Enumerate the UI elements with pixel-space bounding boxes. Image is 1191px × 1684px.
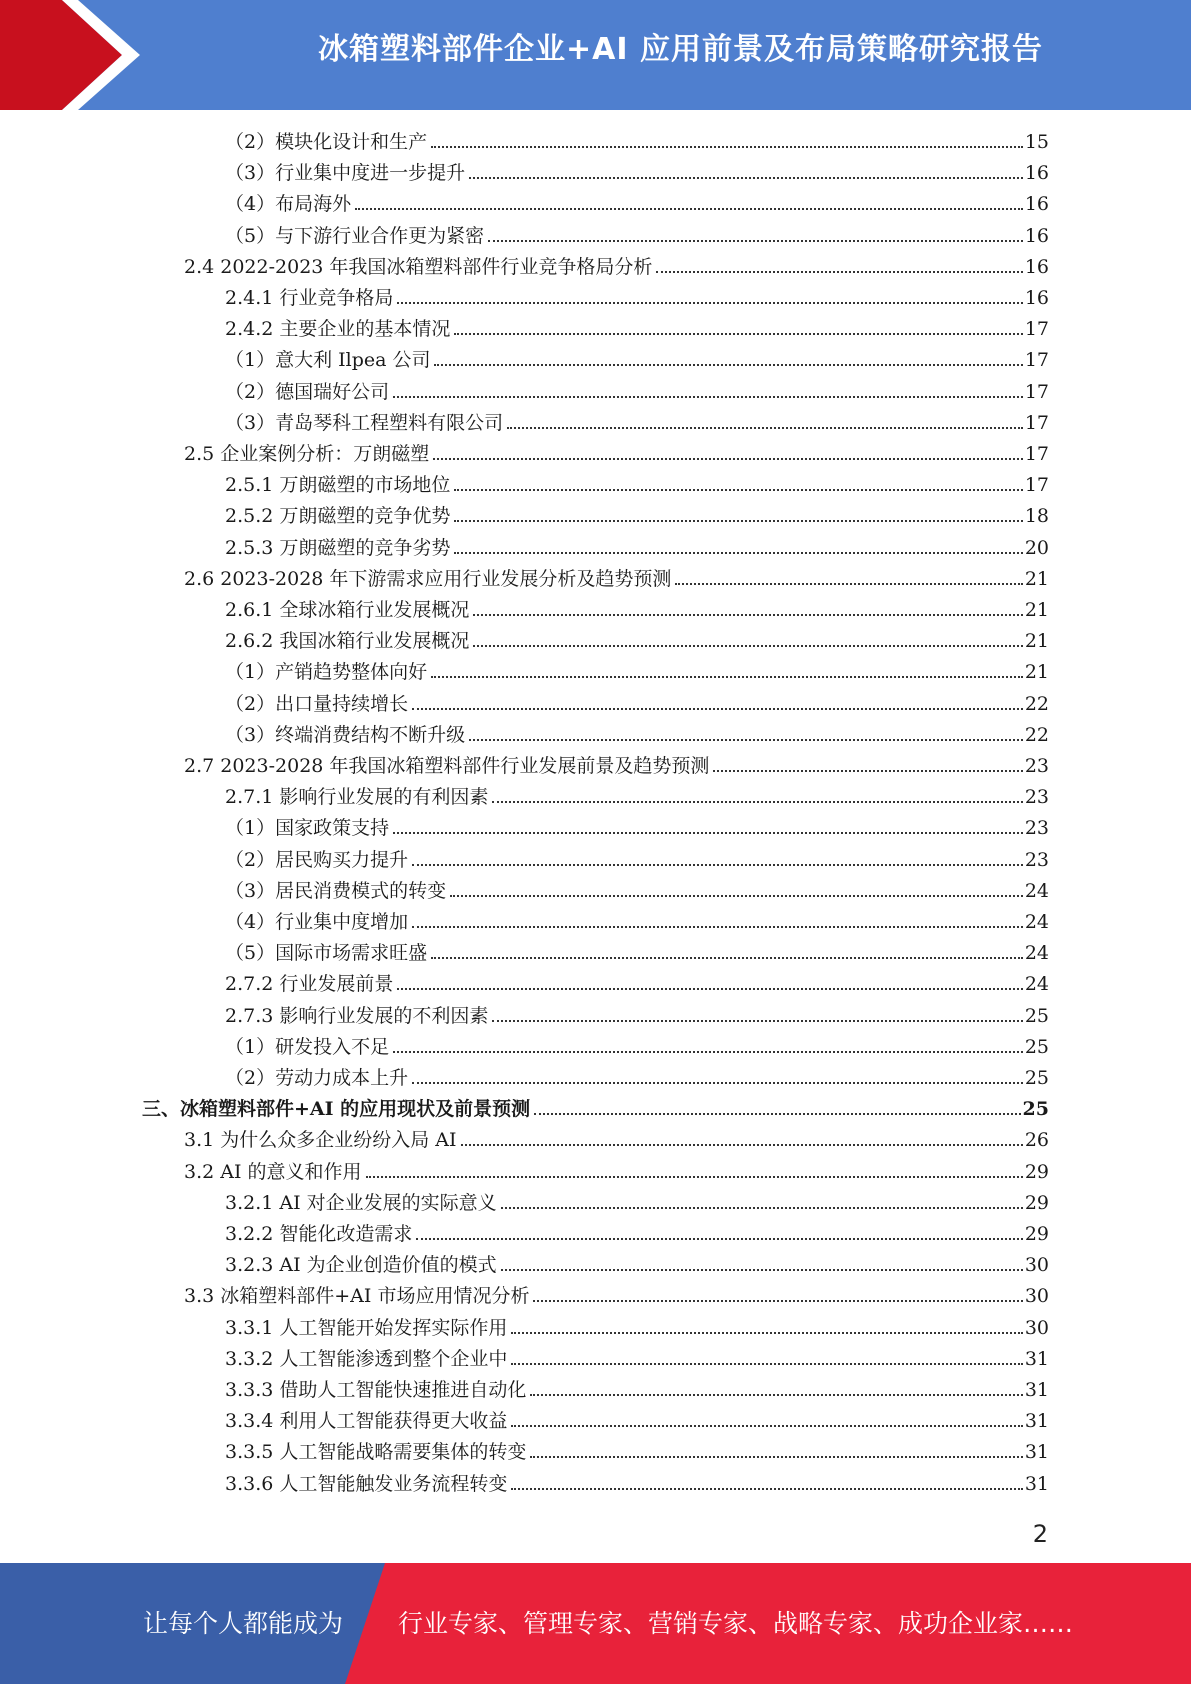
toc-entry-page: 29 <box>1024 1223 1049 1245</box>
toc-entry-label: （3）青岛琴科工程塑料有限公司 <box>225 411 504 434</box>
toc-entry-page: 25 <box>1024 1004 1049 1027</box>
toc-entry[interactable] <box>225 1376 1049 1404</box>
toc-entry-label: （5）国际市场需求旺盛 <box>225 942 428 965</box>
toc-entry[interactable] <box>225 471 1049 499</box>
toc-entry-page: 31 <box>1024 1410 1049 1433</box>
toc-entry-page: 16 <box>1024 162 1049 185</box>
toc-entry-label: 3.3.2 人工智能渗透到整个企业中 <box>225 1347 508 1370</box>
toc-entry-label: （1）研发投入不足 <box>225 1035 390 1058</box>
toc-entry[interactable] <box>184 253 1049 281</box>
toc-dot-leader <box>534 1113 1020 1115</box>
toc-entry-label: 3.3 冰箱塑料部件+AI 市场应用情况分析 <box>184 1285 530 1308</box>
toc-entry[interactable] <box>225 846 1049 874</box>
toc-entry[interactable] <box>184 752 1049 780</box>
toc-entry-page: 24 <box>1024 911 1049 933</box>
toc-entry[interactable] <box>225 534 1049 562</box>
toc-dot-leader <box>434 364 1022 366</box>
toc-entry-page: 25 <box>1024 1067 1049 1089</box>
toc-entry-page: 15 <box>1024 131 1049 153</box>
toc-entry-page: 20 <box>1024 536 1049 559</box>
toc-entry[interactable] <box>225 814 1049 842</box>
toc-entry[interactable] <box>225 1314 1049 1342</box>
toc-dot-leader <box>501 1207 1023 1209</box>
toc-dot-leader <box>454 520 1022 522</box>
toc-dot-leader <box>469 177 1023 179</box>
toc-entry[interactable] <box>225 721 1049 749</box>
toc-entry-label: （5）与下游行业合作更为紧密 <box>225 224 485 247</box>
toc-entry-label: （2）德国瑞好公司 <box>225 380 390 403</box>
toc-entry-page: 24 <box>1024 973 1049 996</box>
toc-entry-label: 2.6 2023-2028 年下游需求应用行业发展分析及趋势预测 <box>184 567 672 590</box>
toc-dot-leader <box>412 926 1023 928</box>
toc-entry-label: （1）产销趋势整体向好 <box>225 661 428 684</box>
toc-entry-label: 3.3.4 利用人工智能获得更大收益 <box>225 1410 508 1433</box>
toc-entry[interactable] <box>225 1064 1049 1092</box>
toc-entry[interactable] <box>225 190 1049 218</box>
toc-dot-leader <box>511 1425 1022 1427</box>
toc-entry-label: 3.3.5 人工智能战略需要集体的转变 <box>225 1441 527 1464</box>
toc-entry[interactable] <box>225 409 1049 437</box>
toc-dot-leader <box>473 614 1022 616</box>
toc-entry-page: 30 <box>1024 1254 1049 1277</box>
toc-entry-label: 3.1 为什么众多企业纷纷入局 AI <box>184 1129 457 1152</box>
toc-dot-leader <box>469 739 1023 741</box>
page-number: 2 <box>1032 1520 1048 1548</box>
toc-entry-label: （2）居民购买力提升 <box>225 848 409 871</box>
toc-entry-label: 3.3.3 借助人工智能快速推进自动化 <box>225 1379 527 1401</box>
toc-entry-page: 26 <box>1024 1129 1049 1152</box>
toc-entry-label: 2.4 2022-2023 年我国冰箱塑料部件行业竞争格局分析 <box>184 255 653 278</box>
toc-entry[interactable] <box>225 315 1049 343</box>
toc-entry[interactable] <box>225 596 1049 624</box>
toc-entry[interactable] <box>184 440 1049 468</box>
toc-entry-label: （4）行业集中度增加 <box>225 911 409 933</box>
toc-entry-label: 3.3.6 人工智能触发业务流程转变 <box>225 1472 508 1495</box>
toc-entry[interactable] <box>225 1438 1049 1466</box>
toc-entry-page: 17 <box>1024 349 1049 372</box>
toc-entry[interactable] <box>225 1033 1049 1061</box>
toc-entry-label: 2.5 企业案例分析：万朗磁塑 <box>184 443 430 465</box>
toc-entry-page: 17 <box>1024 411 1049 434</box>
toc-entry[interactable] <box>184 1282 1049 1310</box>
toc-entry-label: 三、冰箱塑料部件+AI 的应用现状及前景预测 <box>142 1098 531 1121</box>
toc-entry-label: 2.4.2 主要企业的基本情况 <box>225 318 451 341</box>
toc-dot-leader <box>433 458 1023 460</box>
toc-entry[interactable] <box>225 1407 1049 1435</box>
toc-dot-leader <box>431 676 1023 678</box>
toc-entry-page: 21 <box>1024 630 1049 653</box>
toc-entry-page: 17 <box>1024 380 1049 403</box>
toc-entry-page: 21 <box>1024 599 1049 621</box>
toc-entry[interactable] <box>225 378 1049 406</box>
toc-entry[interactable] <box>225 877 1049 905</box>
toc-dot-leader <box>366 1176 1023 1178</box>
toc-entry[interactable] <box>225 502 1049 530</box>
toc-entry-label: 3.2 AI 的意义和作用 <box>184 1160 362 1183</box>
toc-entry-label: 2.7.1 影响行业发展的有利因素 <box>225 786 489 809</box>
toc-dot-leader <box>675 583 1022 585</box>
toc-entry-label: 2.7.3 影响行业发展的不利因素 <box>225 1004 489 1027</box>
toc-entry-page: 22 <box>1024 723 1049 746</box>
toc-dot-leader <box>412 1082 1023 1084</box>
toc-dot-leader <box>507 427 1023 429</box>
toc-entry-label: 2.6.2 我国冰箱行业发展概况 <box>225 630 470 653</box>
toc-entry-label: （1）意大利 Ilpea 公司 <box>225 349 431 372</box>
toc-entry-page: 31 <box>1024 1472 1049 1495</box>
toc-dot-leader <box>454 552 1022 554</box>
toc-entry-page: 18 <box>1024 505 1049 528</box>
toc-entry[interactable] <box>225 970 1049 998</box>
toc-dot-leader <box>511 1363 1022 1365</box>
toc-entry-page: 29 <box>1024 1160 1049 1183</box>
toc-dot-leader <box>397 988 1022 990</box>
footer-slogan-right: 行业专家、管理专家、营销专家、战略专家、成功企业家…… <box>398 1609 1074 1638</box>
toc-dot-leader <box>355 208 1023 210</box>
toc-entry-page: 30 <box>1024 1316 1049 1339</box>
toc-entry-page: 31 <box>1024 1379 1049 1401</box>
toc-entry-page: 24 <box>1024 942 1049 965</box>
toc-dot-leader <box>501 1269 1023 1271</box>
toc-entry-page: 16 <box>1024 193 1049 216</box>
toc-entry-page: 21 <box>1024 567 1049 590</box>
toc-dot-leader <box>412 708 1023 710</box>
toc-entry-page: 23 <box>1024 786 1049 809</box>
toc-entry[interactable] <box>225 1251 1049 1279</box>
toc-dot-leader <box>533 1300 1022 1302</box>
toc-entry[interactable] <box>225 690 1049 718</box>
toc-entry-label: 2.6.1 全球冰箱行业发展概况 <box>225 599 470 621</box>
toc-entry[interactable] <box>225 783 1049 811</box>
toc-entry[interactable] <box>225 1220 1049 1248</box>
toc-entry-page: 24 <box>1024 879 1049 902</box>
toc-entry-page: 31 <box>1024 1441 1049 1464</box>
toc-entry-label: 3.2.1 AI 对企业发展的实际意义 <box>225 1191 497 1214</box>
toc-dot-leader <box>530 1394 1022 1396</box>
toc-entry-label: 2.7.2 行业发展前景 <box>225 973 394 996</box>
toc-dot-leader <box>397 302 1022 304</box>
header-arrow-decoration <box>0 0 160 110</box>
toc-dot-leader <box>454 333 1022 335</box>
toc-entry-page: 16 <box>1024 224 1049 247</box>
report-footer <box>0 1563 1191 1684</box>
toc-entry[interactable] <box>184 1158 1049 1186</box>
toc-entry[interactable] <box>225 284 1049 312</box>
toc-dot-leader <box>713 770 1022 772</box>
toc-entry-page: 21 <box>1024 661 1049 684</box>
toc-entry-label: 2.7 2023-2028 年我国冰箱塑料部件行业发展前景及趋势预测 <box>184 755 710 777</box>
toc-entry-label: 3.3.1 人工智能开始发挥实际作用 <box>225 1316 508 1339</box>
toc-dot-leader <box>412 864 1023 866</box>
toc-entry[interactable] <box>184 565 1049 593</box>
toc-dot-leader <box>450 895 1023 897</box>
toc-dot-leader <box>393 1051 1023 1053</box>
toc-dot-leader <box>488 240 1023 242</box>
toc-dot-leader <box>393 396 1023 398</box>
toc-entry-label: （2）模块化设计和生产 <box>225 131 428 153</box>
toc-dot-leader <box>461 1144 1023 1146</box>
toc-entry-label: （2）出口量持续增长 <box>225 692 409 715</box>
toc-entry[interactable] <box>184 1126 1049 1154</box>
toc-dot-leader <box>492 801 1022 803</box>
toc-entry-page: 16 <box>1024 287 1049 309</box>
toc-entry-page: 17 <box>1024 474 1049 497</box>
toc-dot-leader <box>393 832 1023 834</box>
toc-entry[interactable] <box>225 1470 1049 1498</box>
toc-entry[interactable] <box>225 939 1049 967</box>
toc-entry-label: （3）行业集中度进一步提升 <box>225 162 466 185</box>
toc-entry-page: 17 <box>1024 318 1049 341</box>
footer-slogan-left: 让每个人都能成为 <box>143 1609 344 1638</box>
toc-entry-page: 22 <box>1024 692 1049 715</box>
toc-entry-page: 29 <box>1024 1191 1049 1214</box>
toc-entry[interactable] <box>225 658 1049 686</box>
toc-entry-label: 2.4.1 行业竞争格局 <box>225 287 394 309</box>
toc-entry[interactable] <box>225 346 1049 374</box>
toc-entry[interactable] <box>225 1189 1049 1217</box>
toc-entry-page: 30 <box>1024 1285 1049 1308</box>
toc-entry-label: 2.5.3 万朗磁塑的竞争劣势 <box>225 536 451 559</box>
toc-entry-page: 25 <box>1022 1098 1049 1121</box>
toc-entry-page: 23 <box>1024 848 1049 871</box>
toc-entry-page: 16 <box>1024 255 1049 278</box>
toc-entry-label: （2）劳动力成本上升 <box>225 1067 409 1089</box>
toc-entry-label: 3.2.2 智能化改造需求 <box>225 1223 413 1245</box>
toc-entry-page: 31 <box>1024 1347 1049 1370</box>
toc-dot-leader <box>473 645 1022 647</box>
toc-dot-leader <box>431 146 1023 148</box>
toc-entry-label: 2.5.2 万朗磁塑的竞争优势 <box>225 505 451 528</box>
toc-entry-page: 25 <box>1024 1035 1049 1058</box>
toc-entry-page: 23 <box>1024 755 1049 777</box>
toc-entry-label: （3）终端消费结构不断升级 <box>225 723 466 746</box>
report-title: 冰箱塑料部件企业+AI 应用前景及布局策略研究报告 <box>318 32 1043 67</box>
toc-entry-label: （1）国家政策支持 <box>225 817 390 840</box>
toc-entry-page: 23 <box>1024 817 1049 840</box>
toc-entry-label: （3）居民消费模式的转变 <box>225 879 447 902</box>
toc-entry[interactable] <box>225 222 1049 250</box>
toc-entry[interactable] <box>225 128 1049 156</box>
toc-entry-label: （4）布局海外 <box>225 193 352 216</box>
report-header <box>0 0 1191 110</box>
toc-entry[interactable] <box>225 908 1049 936</box>
toc-dot-leader <box>492 1020 1022 1022</box>
toc-dot-leader <box>431 957 1023 959</box>
toc-entry[interactable] <box>225 627 1049 655</box>
toc-entry[interactable] <box>142 1095 1049 1123</box>
toc-dot-leader <box>530 1456 1022 1458</box>
toc-entry[interactable] <box>225 1345 1049 1373</box>
toc-dot-leader <box>454 489 1022 491</box>
toc-dot-leader <box>656 271 1022 273</box>
toc-dot-leader <box>511 1488 1022 1490</box>
toc-entry-label: 3.2.3 AI 为企业创造价值的模式 <box>225 1254 497 1277</box>
toc-entry-page: 17 <box>1024 443 1049 465</box>
toc-entry[interactable] <box>225 1002 1049 1030</box>
toc-dot-leader <box>416 1238 1022 1240</box>
toc-entry-label: 2.5.1 万朗磁塑的市场地位 <box>225 474 451 497</box>
toc-dot-leader <box>511 1332 1022 1334</box>
toc-entry[interactable] <box>225 159 1049 187</box>
